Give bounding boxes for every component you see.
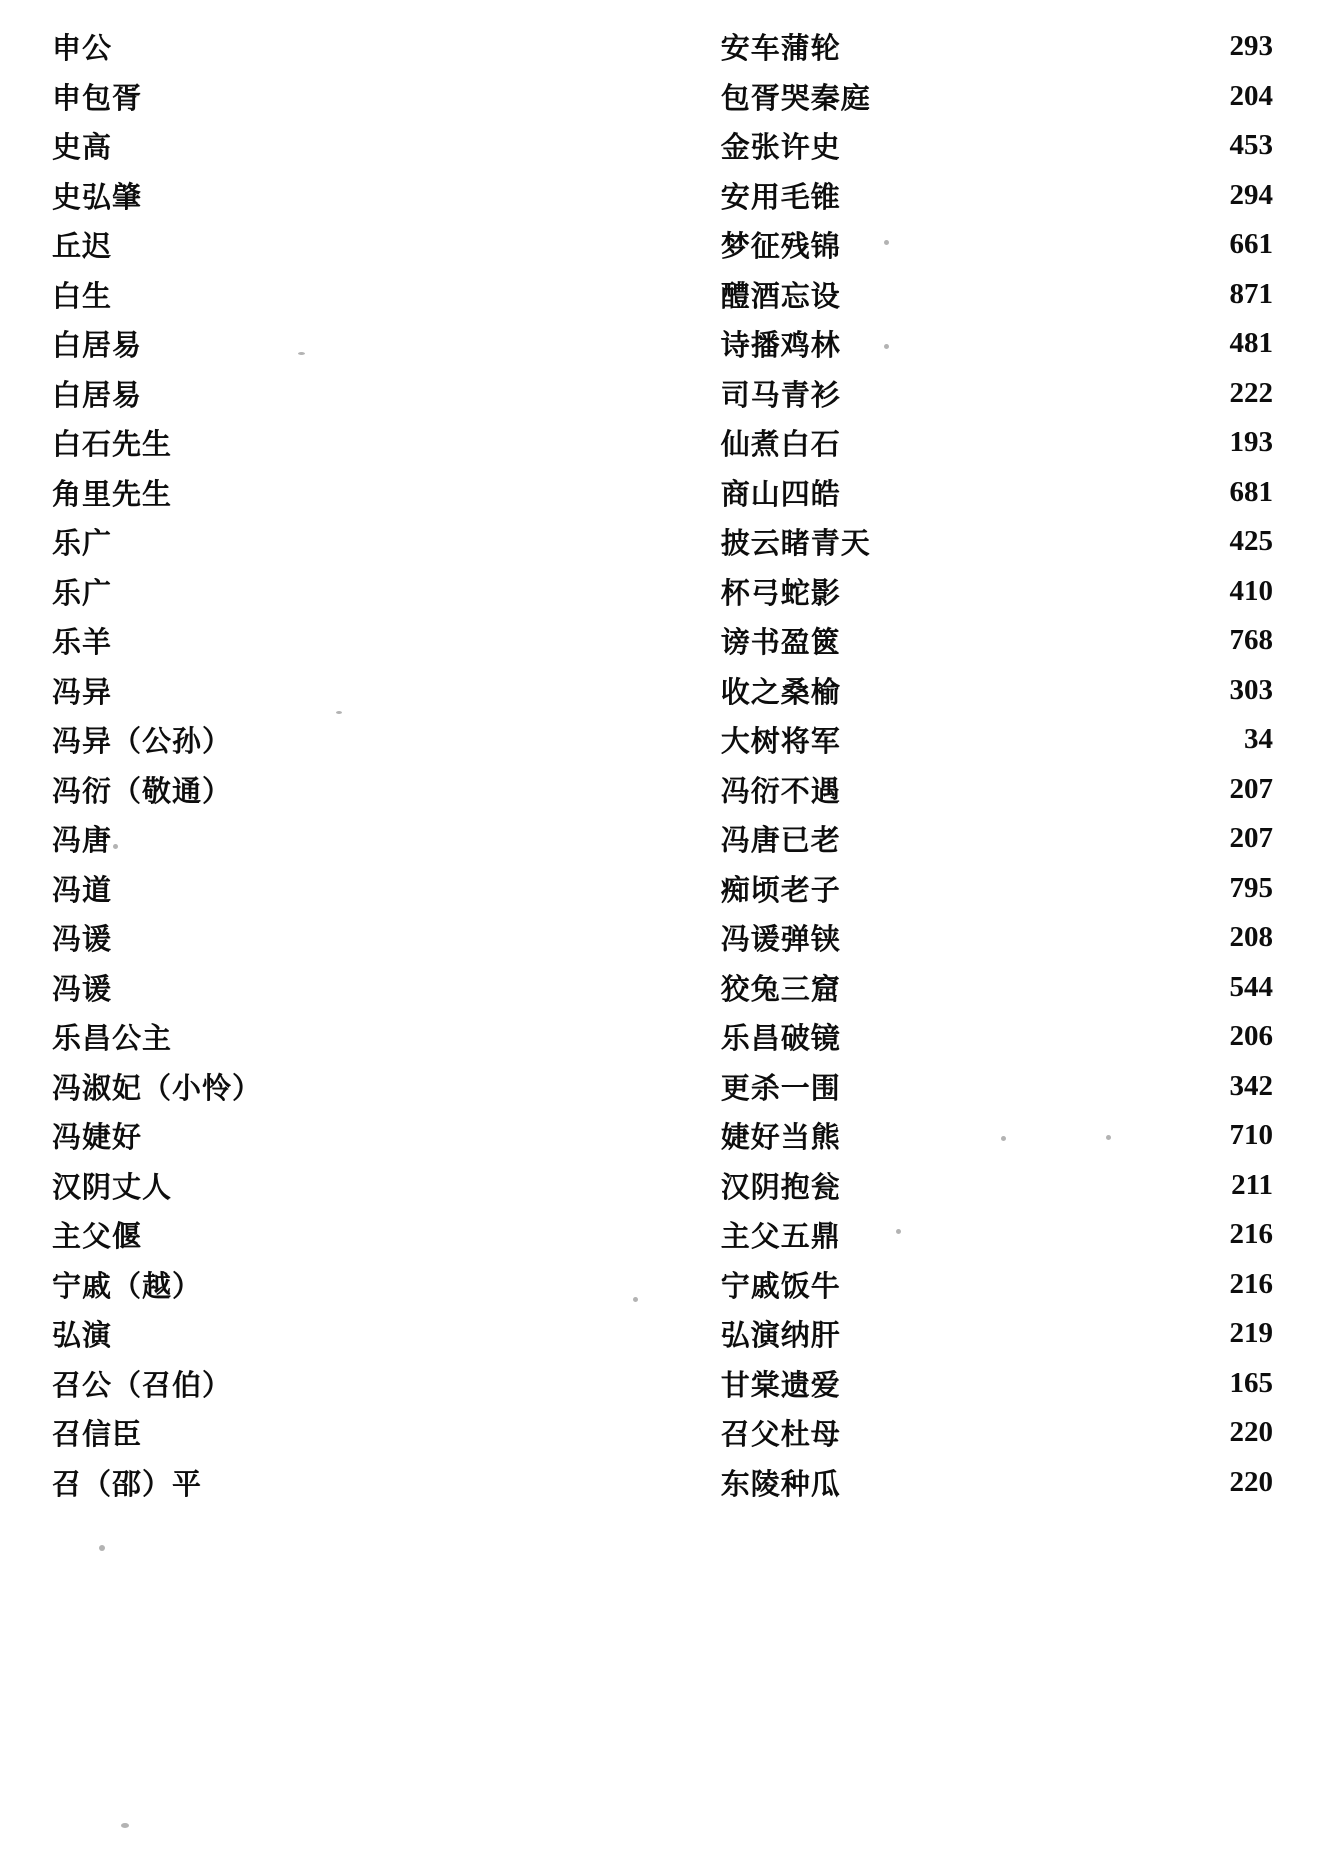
entry-title: 汉阴抱瓮 [720, 1169, 841, 1204]
table-row [0, 220, 1325, 270]
page-number: 219 [1229, 1317, 1273, 1350]
page-number: 871 [1229, 277, 1273, 310]
table-row [0, 1111, 1325, 1161]
table-row [0, 1062, 1325, 1112]
table-row [0, 1458, 1325, 1508]
entry-title: 东陵种瓜 [720, 1466, 841, 1501]
person-name: 白石先生 [52, 427, 173, 462]
person-name: 汉阴丈人 [52, 1169, 173, 1204]
entry-title: 收之桑榆 [720, 674, 841, 709]
person-name: 召（邵）平 [52, 1466, 203, 1501]
entry-title: 冯衍不遇 [720, 773, 841, 808]
table-row [0, 121, 1325, 171]
person-name: 召信臣 [52, 1417, 143, 1452]
entry-title: 狡兔三窟 [720, 971, 841, 1006]
entry-title: 金张许史 [720, 130, 841, 165]
table-row [0, 913, 1325, 963]
table-row [0, 715, 1325, 765]
page-number: 661 [1229, 228, 1273, 261]
table-row [0, 72, 1325, 122]
person-name: 角里先生 [52, 476, 173, 511]
entry-title: 冯谖弹铗 [720, 922, 841, 957]
entry-title: 安车蒲轮 [720, 31, 841, 66]
entry-title: 乐昌破镜 [720, 1021, 841, 1056]
scan-speck [1001, 1136, 1006, 1141]
page-number: 216 [1229, 1218, 1273, 1251]
page-number: 681 [1229, 475, 1273, 508]
person-name: 白居易 [52, 328, 143, 363]
index-table [0, 22, 1325, 1507]
table-row [0, 468, 1325, 518]
person-name: 主父偃 [52, 1219, 143, 1254]
table-row [0, 1012, 1325, 1062]
person-name: 冯婕好 [52, 1120, 143, 1155]
entry-title: 仙煮白石 [720, 427, 841, 462]
person-name: 冯谖 [52, 922, 113, 957]
person-name: 申包胥 [52, 80, 143, 115]
table-row [0, 1161, 1325, 1211]
page-number: 710 [1229, 1119, 1273, 1152]
entry-title: 婕好当熊 [720, 1120, 841, 1155]
entry-title: 主父五鼎 [720, 1219, 841, 1254]
entry-title: 痴顷老子 [720, 872, 841, 907]
page-number: 294 [1229, 178, 1273, 211]
scan-speck [99, 1545, 105, 1551]
table-row [0, 666, 1325, 716]
scan-speck [884, 344, 889, 349]
person-name: 申公 [52, 31, 113, 66]
scan-speck [884, 240, 889, 245]
entry-title: 谤书盈篋 [720, 625, 841, 660]
scan-speck [896, 1229, 901, 1234]
entry-title: 商山四皓 [720, 476, 841, 511]
entry-title: 诗播鸡林 [720, 328, 841, 363]
entry-title: 更杀一围 [720, 1070, 841, 1105]
entry-title: 杯弓蛇影 [720, 575, 841, 610]
scan-speck [121, 1823, 129, 1828]
page-number: 220 [1229, 1416, 1273, 1449]
page-number: 303 [1229, 673, 1273, 706]
page-number: 165 [1229, 1366, 1273, 1399]
table-row [0, 1359, 1325, 1409]
scan-speck [298, 352, 305, 355]
index-table-body [0, 22, 1325, 1507]
person-name: 丘迟 [52, 229, 113, 264]
person-name: 乐广 [52, 575, 113, 610]
table-row [0, 1210, 1325, 1260]
entry-title: 冯唐已老 [720, 823, 841, 858]
table-row [0, 171, 1325, 221]
entry-title: 甘棠遗爱 [720, 1367, 841, 1402]
page-number: 207 [1229, 822, 1273, 855]
scan-speck [113, 844, 118, 849]
table-row [0, 1309, 1325, 1359]
page-number: 207 [1229, 772, 1273, 805]
table-row [0, 319, 1325, 369]
entry-title: 弘演纳肝 [720, 1318, 841, 1353]
person-name: 白居易 [52, 377, 143, 412]
page-number: 342 [1229, 1069, 1273, 1102]
entry-title: 召父杜母 [720, 1417, 841, 1452]
page-number: 481 [1229, 327, 1273, 360]
person-name: 宁戚（越） [52, 1268, 203, 1303]
table-row [0, 963, 1325, 1013]
page-number: 193 [1229, 426, 1273, 459]
page-number: 425 [1229, 525, 1273, 558]
person-name: 乐羊 [52, 625, 113, 660]
table-row [0, 765, 1325, 815]
table-row [0, 517, 1325, 567]
table-row [0, 22, 1325, 72]
person-name: 冯唐 [52, 823, 113, 858]
person-name: 冯淑妃（小怜） [52, 1070, 263, 1105]
page-number: 544 [1229, 970, 1273, 1003]
person-name: 冯道 [52, 872, 113, 907]
page-number: 211 [1231, 1168, 1273, 1201]
table-row [0, 864, 1325, 914]
person-name: 弘演 [52, 1318, 113, 1353]
person-name: 乐广 [52, 526, 113, 561]
page-number: 204 [1229, 79, 1273, 112]
person-name: 乐昌公主 [52, 1021, 173, 1056]
entry-title: 安用毛锥 [720, 179, 841, 214]
page-number: 208 [1229, 921, 1273, 954]
entry-title: 宁戚饭牛 [720, 1268, 841, 1303]
person-name: 冯衍（敬通） [52, 773, 233, 808]
entry-title: 大树将军 [720, 724, 841, 759]
table-row [0, 270, 1325, 320]
table-row [0, 1260, 1325, 1310]
page-number: 410 [1229, 574, 1273, 607]
page-number: 795 [1229, 871, 1273, 904]
entry-title: 梦征残锦 [720, 229, 841, 264]
table-row [0, 567, 1325, 617]
page-number: 222 [1229, 376, 1273, 409]
person-name: 史高 [52, 130, 113, 165]
person-name: 冯异（公孙） [52, 724, 233, 759]
table-row [0, 616, 1325, 666]
person-name: 史弘肇 [52, 179, 143, 214]
scan-speck [1106, 1135, 1111, 1140]
page-number: 206 [1229, 1020, 1273, 1053]
person-name: 冯异 [52, 674, 113, 709]
table-row [0, 369, 1325, 419]
entry-title: 司马青衫 [720, 377, 841, 412]
page-number: 216 [1229, 1267, 1273, 1300]
table-row [0, 418, 1325, 468]
page-number: 220 [1229, 1465, 1273, 1498]
scan-speck [336, 711, 342, 714]
page-number: 453 [1229, 129, 1273, 162]
entry-title: 醴酒忘设 [720, 278, 841, 313]
entry-title: 披云睹青天 [720, 526, 871, 561]
scan-speck [633, 1297, 638, 1302]
page-number: 34 [1244, 723, 1273, 756]
page-number: 768 [1229, 624, 1273, 657]
page-number: 293 [1229, 30, 1273, 63]
person-name: 冯谖 [52, 971, 113, 1006]
entry-title: 包胥哭秦庭 [720, 80, 871, 115]
person-name: 召公（召伯） [52, 1367, 233, 1402]
table-row [0, 814, 1325, 864]
table-row [0, 1408, 1325, 1458]
person-name: 白生 [52, 278, 113, 313]
